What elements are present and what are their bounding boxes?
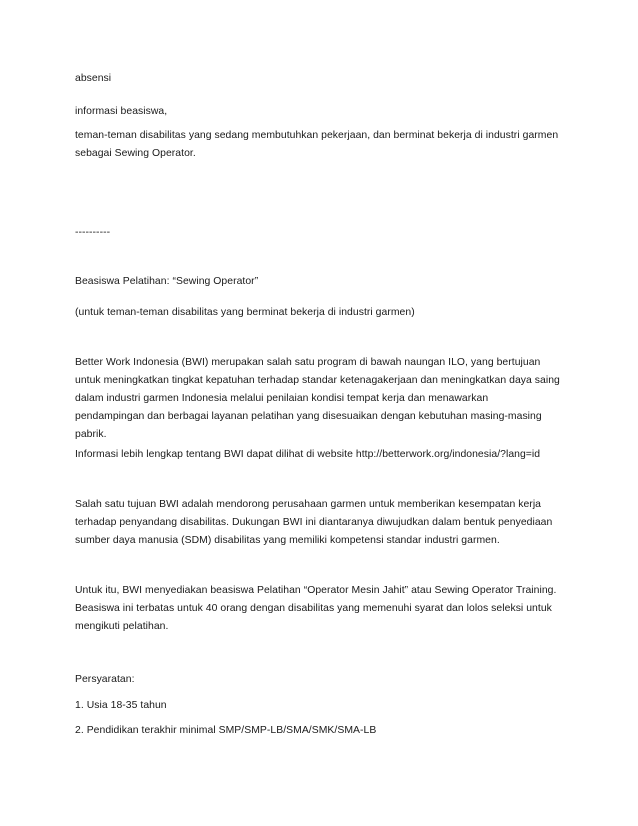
paragraph-scholarship-title (75, 273, 575, 291)
text-line: Salah satu tujuan BWI adalah mendorong perusahaan garmen untuk memberikan kesempatan kerja (75, 499, 542, 510)
text-line: absensi (75, 73, 112, 84)
paragraph-requirements-heading (75, 671, 575, 689)
text-line: untuk meningkatkan tingkat kepatuhan terhadap standar ketenagakerjaan dan meningkatkan daya saing (75, 375, 560, 386)
paragraph-training-offer (75, 582, 575, 636)
text-line: informasi beasiswa, (75, 106, 168, 117)
text-line: Better Work Indonesia (BWI) merupakan salah satu program di bawah naungan ILO, yang bertujuan (75, 357, 541, 368)
text-line: ---------- (75, 227, 111, 238)
paragraph-intro (75, 127, 575, 163)
text-line: pendampingan dan berbagai layanan pelatihan yang disesuaikan dengan kebutuhan masing-masing (75, 411, 542, 422)
paragraph-requirement-1 (75, 697, 575, 715)
paragraph-absensi (75, 70, 575, 88)
paragraph-separator (75, 224, 575, 242)
text-line: Untuk itu, BWI menyediakan beasiswa Pelatihan “Operator Mesin Jahit” atau Sewing Operator Training. (75, 585, 557, 596)
text-line: Beasiswa ini terbatas untuk 40 orang dengan disabilitas yang memenuhi syarat dan lolos seleksi untuk (75, 603, 552, 614)
text-line: Persyaratan: (75, 674, 135, 685)
paragraph-website-info (75, 446, 575, 464)
text-line: mengikuti pelatihan. (75, 621, 169, 632)
text-line: pabrik. (75, 429, 107, 440)
paragraph-bwi-goal (75, 496, 575, 550)
text-line: 2. Pendidikan terakhir minimal SMP/SMP-LB/SMA/SMK/SMA-LB (75, 725, 377, 736)
paragraph-bwi-description (75, 354, 575, 444)
paragraph-requirement-2 (75, 722, 575, 740)
text-line: teman-teman disabilitas yang sedang membutuhkan pekerjaan, dan berminat bekerja di industri garmen (75, 130, 559, 141)
text-line: sebagai Sewing Operator. (75, 148, 196, 159)
text-line: (untuk teman-teman disabilitas yang berminat bekerja di industri garmen) (75, 307, 415, 318)
text-line: 1. Usia 18-35 tahun (75, 700, 167, 711)
text-line: dalam industri garmen Indonesia melalui penilaian kondisi tempat kerja dan menawarkan (75, 393, 489, 404)
text-line: sumber daya manusia (SDM) disabilitas yang memiliki kompetensi standar industri garmen. (75, 535, 500, 546)
paragraph-informasi-beasiswa (75, 103, 575, 121)
text-line: Informasi lebih lengkap tentang BWI dapat dilihat di website http://betterwork.org/indonesia/?lang=id (75, 449, 541, 460)
text-line: terhadap penyandang disabilitas. Dukungan BWI ini diantaranya diwujudkan dalam bentuk penyediaan (75, 517, 553, 528)
paragraph-scholarship-subtitle (75, 304, 575, 322)
text-line: Beasiswa Pelatihan: “Sewing Operator” (75, 276, 259, 287)
